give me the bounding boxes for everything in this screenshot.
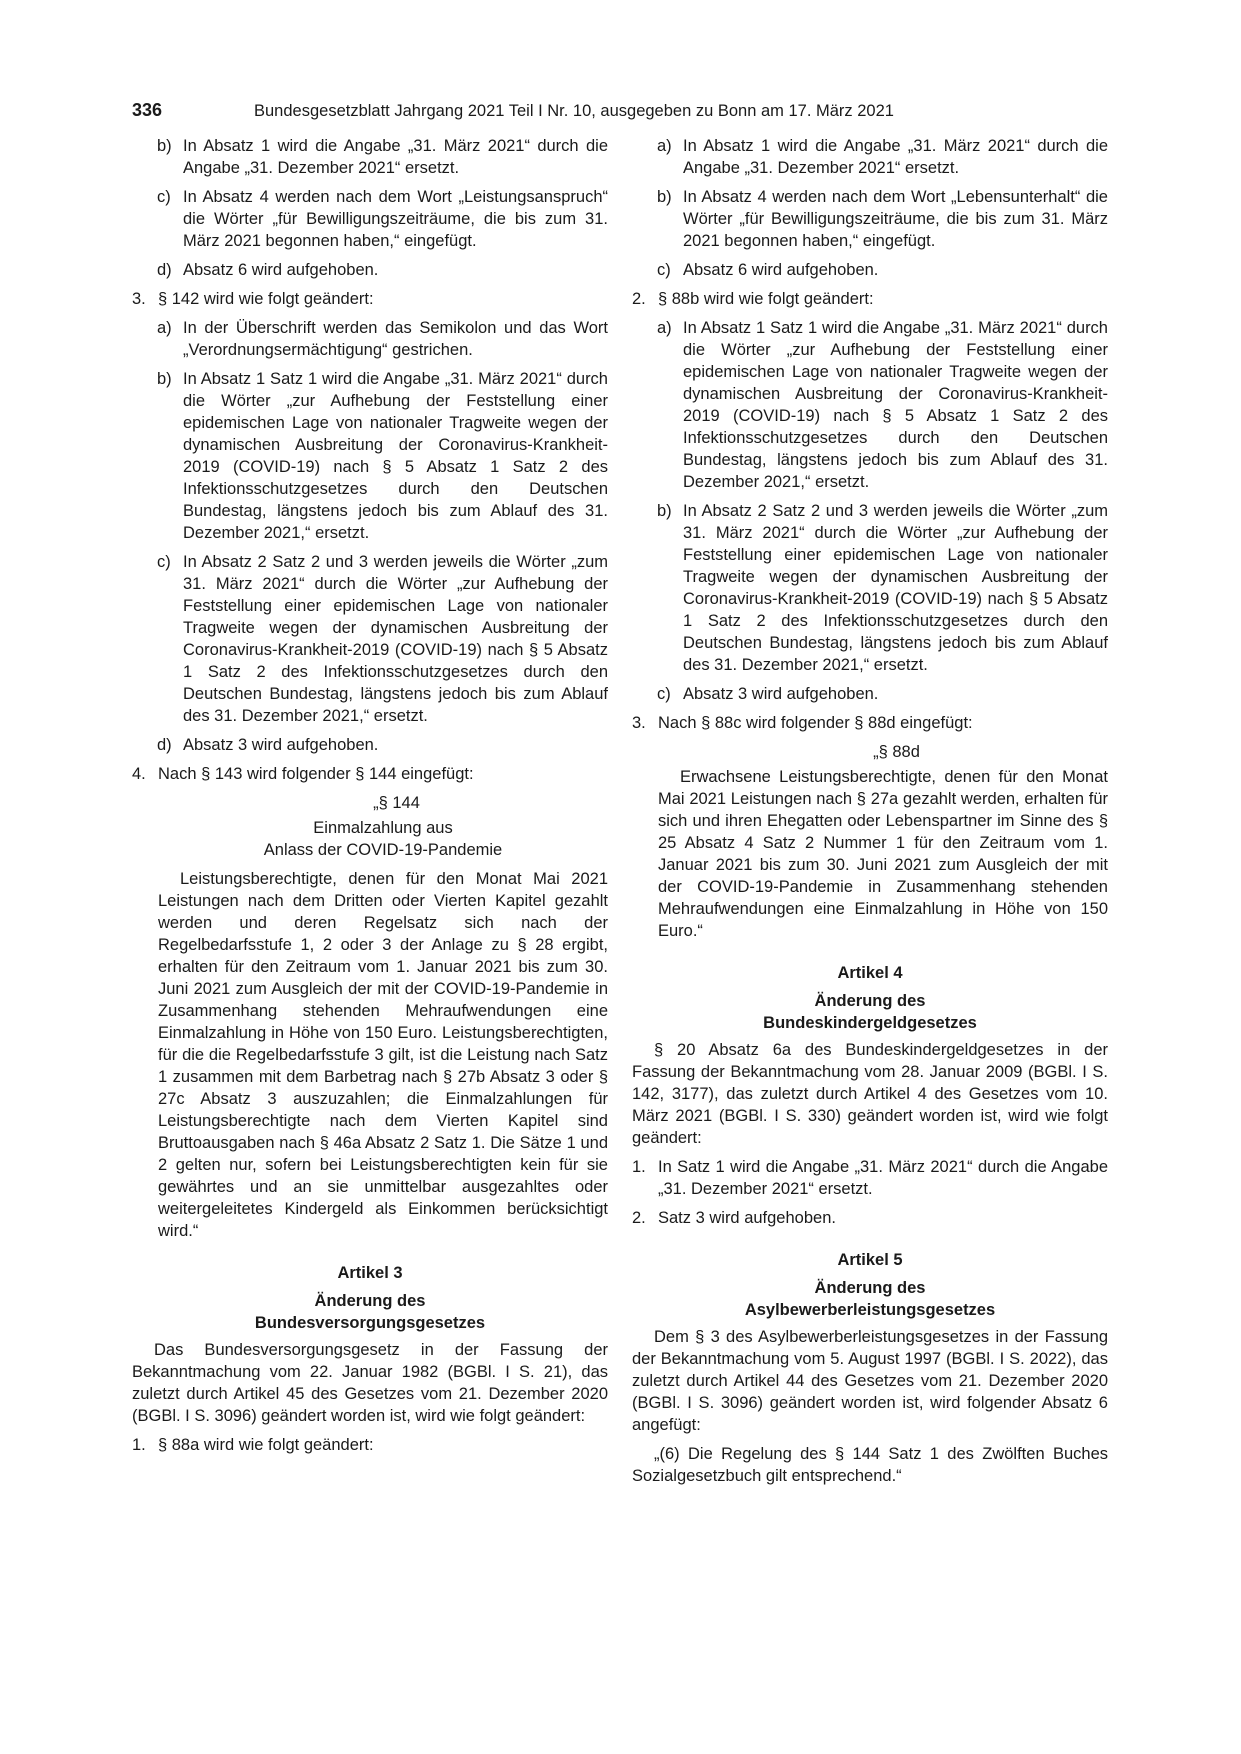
left-column [132,135,608,1463]
list-item [132,259,608,281]
item-label: b) [657,502,672,520]
item-text: In Absatz 1 wird die Angabe „31. März 2021“ durch die Angabe „31. Dezember 2021“ ersetzt. [183,137,608,177]
item-label: a) [657,319,672,337]
list-item [132,551,608,727]
section-heading: „§ 88d [873,743,920,761]
list-item [632,259,1108,281]
list-item [132,135,608,179]
article-title [132,1290,608,1334]
item-text: In Absatz 4 werden nach dem Wort „Lebensunterhalt“ die Wörter „für Bewilligungszeiträume, die bis zum 31. März 2021 begonnen haben,“ eingefügt. [683,188,1108,250]
item-text: Absatz 3 wird aufgehoben. [183,736,379,754]
item-label: d) [157,736,172,754]
item-text: In Absatz 2 Satz 2 und 3 werden jeweils die Wörter „zum 31. März 2021“ durch die Wörter „zur Aufhebung der Feststellung einer epidemischen Lage von nationaler Tragweite wegen der dynamischen Ausbreitung der Coronavirus-Krankheit-2019 (COVID-19) nach § 5 Absatz 1 Satz 2 des Infektionsschutzgesetzes durch den Deutschen Bundestag, längstens jedoch bis zum Ablauf des 31. Dezember 2021,“ ersetzt. [683,502,1108,674]
item-label: b) [657,188,672,206]
item-label: 4. [132,765,146,783]
item-text: Nach § 143 wird folgender § 144 eingefügt: [158,765,474,783]
item-text: In Absatz 1 Satz 1 wird die Angabe „31. März 2021“ durch die Wörter „zur Aufhebung der Feststellung einer epidemischen Lage von nationaler Tragweite wegen der dynamischen Ausbreitung der Coronavirus-Krankheit-2019 (COVID-19) nach § 5 Absatz 1 Satz 2 des Infektionsschutzgesetzes durch den Deutschen Bundestag, längstens jedoch bis zum Ablauf des 31. Dezember 2021,“ ersetzt. [183,370,608,542]
item-text: Absatz 6 wird aufgehoben. [683,261,879,279]
item-label: b) [157,370,172,388]
item-text: In Absatz 4 werden nach dem Wort „Leistungsanspruch“ die Wörter „für Bewilligungszeiträume, die bis zum 31. März 2021 begonnen haben,“ eingefügt. [183,188,608,250]
section-title [158,817,608,861]
item-label: b) [157,137,172,155]
article-title-line: Bundeskindergeldgesetzes [763,1014,977,1032]
article-title [632,990,1108,1034]
item-label: a) [657,137,672,155]
list-item [132,317,608,361]
section-heading: „§ 144 [373,794,420,812]
list-item [132,734,608,756]
article-intro: Dem § 3 des Asylbewerberleistungsgesetzes in der Fassung der Bekanntmachung vom 5. August 1997 (BGBl. I S. 2022), das zuletzt durch Artikel 44 des Gesetzes vom 21. Dezember 2020 (BGBl. I S. 3096) geändert worden ist, wird folgender Absatz 6 angefügt: [632,1328,1108,1434]
article-label: Artikel 3 [337,1264,403,1282]
item-label: c) [157,553,171,571]
list-item [132,288,608,310]
article-label: Artikel 4 [837,964,903,982]
inserted-paragraph: Leistungsberechtigte, denen für den Monat Mai 2021 Leistungen nach dem Dritten oder Vierten Kapitel gezahlt werden und deren Regelsatz sich nach der Regelbedarfsstufe 1, 2 oder 3 der Anlage zu § 28 ergibt, erhalten für den Zeitraum vom 1. Januar 2021 bis zum 30. Juni 2021 zum Ausgleich der mit der COVID-19-Pandemie in Zusammenhang stehenden Mehraufwendungen eine Einmalzahlung in Höhe von 150 Euro. Leistungsberechtigten, für die die Regelbedarfsstufe 3 gilt, ist die Leistung nach Satz 1 zusammen mit dem Barbetrag nach § 27b Absatz 3 oder § 27c Absatz 3 auszuzahlen; die Einmalzahlungen für Leistungsberechtigte nach dem Vierten Kapitel sind Bruttoausgaben nach § 46a Absatz 2 Satz 1. Die Sätze 1 und 2 gelten nur, sofern bei Leistungsberechtigten kein für sie gewährtes und an sie unmittelbar ausgezahltes oder weitergeleitetes Kindergeld als Einkommen berücksichtigt wird.“ [158,870,608,1240]
list-item [132,763,608,785]
item-label: a) [157,319,172,337]
item-label: 1. [632,1158,646,1176]
page-header [132,100,1108,124]
item-label: 1. [132,1436,146,1454]
section-title-line: Anlass der COVID-19-Pandemie [263,841,503,859]
item-text: In der Überschrift werden das Semikolon und das Wort „Verordnungsermächtigung“ gestrichen. [183,319,608,359]
item-label: c) [657,261,671,279]
article-title-line: Änderung des [814,1279,926,1297]
article-title-line: Änderung des [314,1292,426,1310]
item-label: c) [157,188,171,206]
list-item [632,317,1108,493]
item-text: Absatz 3 wird aufgehoben. [683,685,879,703]
item-text: In Absatz 2 Satz 2 und 3 werden jeweils die Wörter „zum 31. März 2021“ durch die Wörter „zur Aufhebung der Feststellung einer epidemischen Lage von nationaler Tragweite wegen der dynamischen Ausbreitung der Coronavirus-Krankheit-2019 (COVID-19) nach § 5 Absatz 1 Satz 2 des Infektionsschutzgesetzes durch den Deutschen Bundestag, längstens jedoch bis zum Ablauf des 31. Dezember 2021,“ ersetzt. [183,553,608,725]
item-text: § 88b wird wie folgt geändert: [658,290,874,308]
article-title-line: Änderung des [814,992,926,1010]
item-label: c) [657,685,671,703]
right-column [632,135,1108,1494]
section-title-line: Einmalzahlung aus [313,819,453,837]
item-text: In Satz 1 wird die Angabe „31. März 2021“ durch die Angabe „31. Dezember 2021“ ersetzt. [658,1158,1108,1198]
list-item [632,683,1108,705]
list-item [132,186,608,252]
list-item [132,368,608,544]
article-title-line: Asylbewerberleistungsgesetzes [744,1301,996,1319]
list-item [632,712,1108,734]
list-item [632,500,1108,676]
list-item [632,288,1108,310]
list-item [632,135,1108,179]
item-text: Satz 3 wird aufgehoben. [658,1209,836,1227]
article-title [632,1277,1108,1321]
inserted-paragraph: Erwachsene Leistungsberechtigte, denen für den Monat Mai 2021 Leistungen nach § 27a gezahlt werden, erhalten für sich und ihren Ehegatten oder Lebenspartner im Sinne des § 25 Absatz 4 Satz 2 Nummer 1 für den Zeitraum vom 1. Januar 2021 bis zum 30. Juni 2021 zum Ausgleich der mit der COVID-19-Pandemie in Zusammenhang stehenden Mehraufwendungen eine Einmalzahlung in Höhe von 150 Euro.“ [658,768,1108,940]
item-label: 2. [632,290,646,308]
article-intro: § 20 Absatz 6a des Bundeskindergeldgesetzes in der Fassung der Bekanntmachung vom 28. Januar 2009 (BGBl. I S. 142, 3177), das zuletzt durch Artikel 4 des Gesetzes vom 10. März 2021 (BGBl. I S. 330) geändert worden ist, wird wie folgt geändert: [632,1041,1108,1147]
article-label: Artikel 5 [837,1251,903,1269]
item-text: § 142 wird wie folgt geändert: [158,290,374,308]
item-text: In Absatz 1 Satz 1 wird die Angabe „31. März 2021“ durch die Wörter „zur Aufhebung der Feststellung einer epidemischen Lage von nationaler Tragweite wegen der dynamischen Ausbreitung der Coronavirus-Krankheit-2019 (COVID-19) nach § 5 Absatz 1 Satz 2 des Infektionsschutzgesetzes durch den Deutschen Bundestag, längstens jedoch bis zum Ablauf des 31. Dezember 2021,“ ersetzt. [683,319,1108,491]
article-quote: „(6) Die Regelung des § 144 Satz 1 des Zwölften Buches Sozialgesetzbuch gilt entsprechend.“ [632,1445,1108,1485]
item-text: Absatz 6 wird aufgehoben. [183,261,379,279]
list-item [632,1207,1108,1229]
item-text: In Absatz 1 wird die Angabe „31. März 2021“ durch die Angabe „31. Dezember 2021“ ersetzt. [683,137,1108,177]
item-text: Nach § 88c wird folgender § 88d eingefügt: [658,714,973,732]
list-item [632,186,1108,252]
article-title-line: Bundesversorgungsgesetzes [254,1314,486,1332]
item-label: 3. [132,290,146,308]
running-head: Bundesgesetzblatt Jahrgang 2021 Teil I Nr. 10, ausgegeben zu Bonn am 17. März 2021 [254,102,894,120]
list-item [132,1434,608,1456]
article-intro: Das Bundesversorgungsgesetz in der Fassung der Bekanntmachung vom 22. Januar 1982 (BGBl. I S. 21), das zuletzt durch Artikel 45 des Gesetzes vom 21. Dezember 2020 (BGBl. I S. 3096) geändert worden ist, wird wie folgt geändert: [132,1341,608,1425]
list-item [632,1156,1108,1200]
page-number: 336 [132,100,163,120]
item-text: § 88a wird wie folgt geändert: [158,1436,374,1454]
item-label: d) [157,261,172,279]
item-label: 3. [632,714,646,732]
item-label: 2. [632,1209,646,1227]
